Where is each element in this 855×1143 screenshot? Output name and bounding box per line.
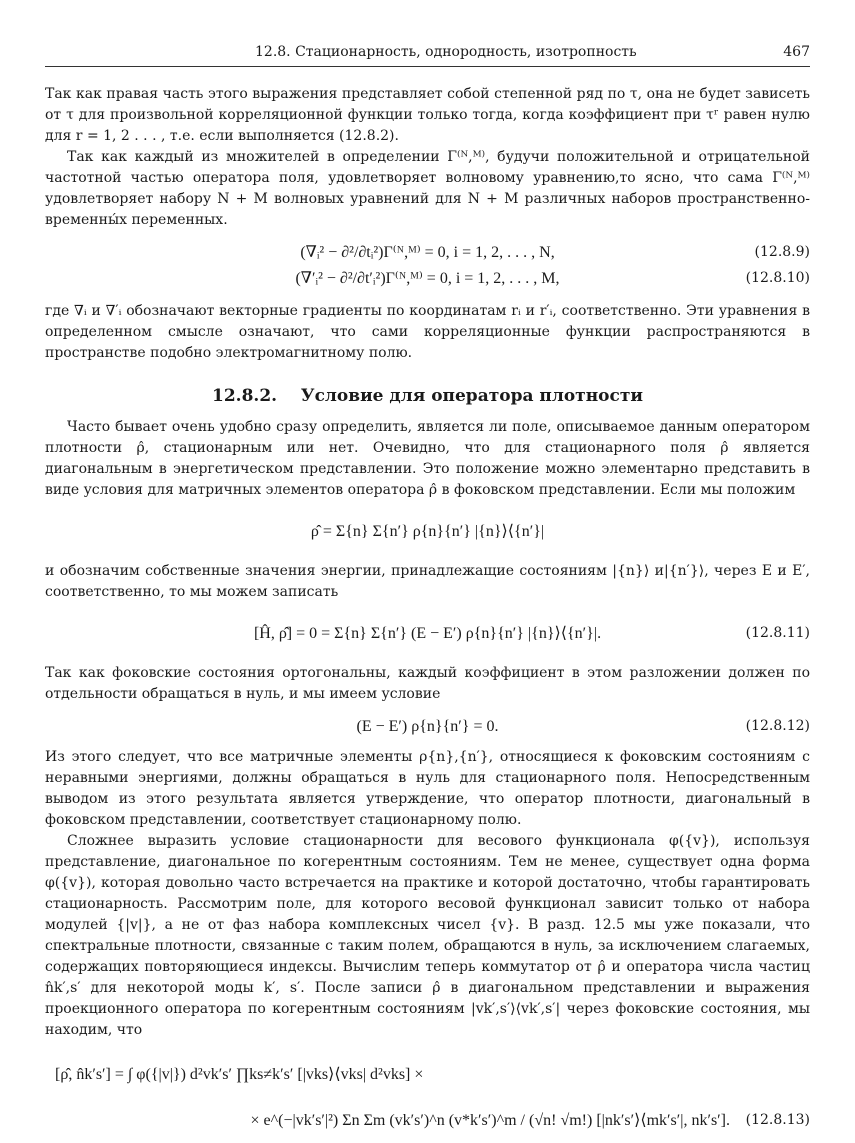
body-text xyxy=(45,84,810,1143)
equation-12-8-13-line-1 xyxy=(45,1051,810,1097)
page xyxy=(45,0,810,1129)
equation-12-8-11-number: (12.8.11) xyxy=(745,624,810,641)
running-title: 12.8. Стационарность, однородность, изотропность xyxy=(255,44,637,60)
equation-12-8-13-line-2-expr: × e^(−|vk′s′|²) Σn Σm (vk′s′)^n (v*k′s′)^m / (√n! √m!) [|nk′s′⟩⟨mk′s′|, nk′s′]. xyxy=(250,1111,730,1129)
paragraph-3: где ∇ᵢ и ∇′ᵢ обозначают векторные градиенты по координатам rᵢ и r′ᵢ, соответственно. Эти уравнения в определенном смысле означают, что сами корреляционные функции распространяются в пространстве подобно электромагнитному полю. xyxy=(45,303,810,361)
equation-12-8-13-number: (12.8.13) xyxy=(745,1111,810,1128)
paragraph-6: Так как фоковские состояния ортогональны, каждый коэффициент в этом разложении должен по отдельности обращаться в нуль, и мы имеем условие xyxy=(45,665,810,702)
paragraph-8: Сложнее выразить условие стационарности для весового функционала φ({v}), используя представление, диагональное по когерентным состояниям. Тем не менее, существует одна форма φ({v}), которая довольно часто встречается на практике и которой достаточно, чтобы гарантировать стационарность. Рассмотрим поле, для которого весовой функционал зависит только от набора модулей {|v|}, а не от фаз набора комплексных чисел {v}. В разд. 12.5 мы уже показали, что спектральные плотности, связанные с таким полем, обращаются в нуль, за исключением слагаемых, содержащих повторяющиеся индексы. Вычислим теперь коммутатор от ρ̂ и оператора числа частиц n̂k′,s′ для некоторой моды k′, s′. После записи ρ̂ в диагональном представлении и выражения проекционного оператора по когерентным состояниям |vk′,s′⟩⟨vk′,s′| через фоковские состояния, мы находим, что xyxy=(45,833,810,1038)
equation-12-8-9 xyxy=(45,239,810,265)
section-title: Условие для оператора плотности xyxy=(300,386,643,406)
equation-12-8-11-expr: [Ĥ, ρ̂] = 0 = Σ{n} Σ{n′} (E − E′) ρ{n}{n′} |{n}⟩⟨{n′}|. xyxy=(253,624,602,642)
equation-12-8-11 xyxy=(45,609,810,657)
paragraph-4: Часто бывает очень удобно сразу определить, является ли поле, описываемое данным оператором плотности ρ̂, стационарным или нет. Очевидно, что для стационарного поля ρ̂ является диагональным в энергетическом представлении. Это положение можно элементарно представить в виде условия для матричных элементов оператора ρ̂ в фоковском представлении. Если мы положим xyxy=(45,419,810,498)
equation-12-8-9-expr: (∇ᵢ² − ∂²/∂tᵢ²)Γ⁽ᴺ,ᴹ⁾ = 0, i = 1, 2, . . . , N, xyxy=(300,243,555,261)
section-heading xyxy=(45,386,810,407)
paragraph-7: Из этого следует, что все матричные элементы ρ{n},{n′}, относящиеся к фоковским состояниям с неравными энергиями, должны обращаться в нуль для стационарного поля. Непосредственным выводом из этого результата является утверждение, что оператор плотности, диагональный в фоковском представлении, соответствует стационарному полю. xyxy=(45,749,810,828)
paragraph-5: и обозначим собственные значения энергии, принадлежащие состояниям |{n}⟩ и|{n′}⟩, через E и E′, соответственно, то мы можем записать xyxy=(45,563,810,600)
equation-12-8-12 xyxy=(45,709,810,743)
equation-12-8-9-number: (12.8.9) xyxy=(754,243,810,260)
equation-12-8-10 xyxy=(45,265,810,291)
equation-12-8-13-line-1-expr: [ρ̂, n̂k′s′] = ∫ φ({|v|}) d²vk′s′ ∏ks≠k′s′ [|vks⟩⟨vks| d²vks] × xyxy=(55,1065,424,1083)
page-number: 467 xyxy=(783,44,810,60)
equation-12-8-12-number: (12.8.12) xyxy=(745,717,810,734)
equation-rho-expr: ρ̂ = Σ{n} Σ{n′} ρ{n}{n′} |{n}⟩⟨{n′}| xyxy=(310,522,545,540)
header-rule xyxy=(45,66,810,67)
equation-12-8-13-line-2 xyxy=(45,1097,810,1143)
equation-rho xyxy=(45,507,810,555)
equation-12-8-12-expr: (E − E′) ρ{n}{n′} = 0. xyxy=(356,717,499,735)
running-header xyxy=(45,44,810,64)
paragraph-1: Так как правая часть этого выражения представляет собой степенной ряд по τ, она не будет зависеть от τ для произвольной корреляционной функции только тогда, когда коэффициент при τʳ равен нулю для r = 1, 2 . . . , т.е. если выполняется (12.8.2). xyxy=(45,86,810,144)
section-number: 12.8.2. xyxy=(212,386,278,406)
paragraph-2: Так как каждый из множителей в определении Γ⁽ᴺ,ᴹ⁾, будучи положительной и отрицательной частотной частью оператора поля, удовлетворяет волновому уравнению,то ясно, что сама Γ⁽ᴺ,ᴹ⁾ удовлетворяет набору N + M волновых уравнений для N + M различных наборов пространственно-временны́х переменных. xyxy=(45,149,810,228)
equation-12-8-10-number: (12.8.10) xyxy=(745,269,810,286)
equation-12-8-10-expr: (∇′ᵢ² − ∂²/∂t′ᵢ²)Γ⁽ᴺ,ᴹ⁾ = 0, i = 1, 2, . . . , M, xyxy=(295,269,560,287)
